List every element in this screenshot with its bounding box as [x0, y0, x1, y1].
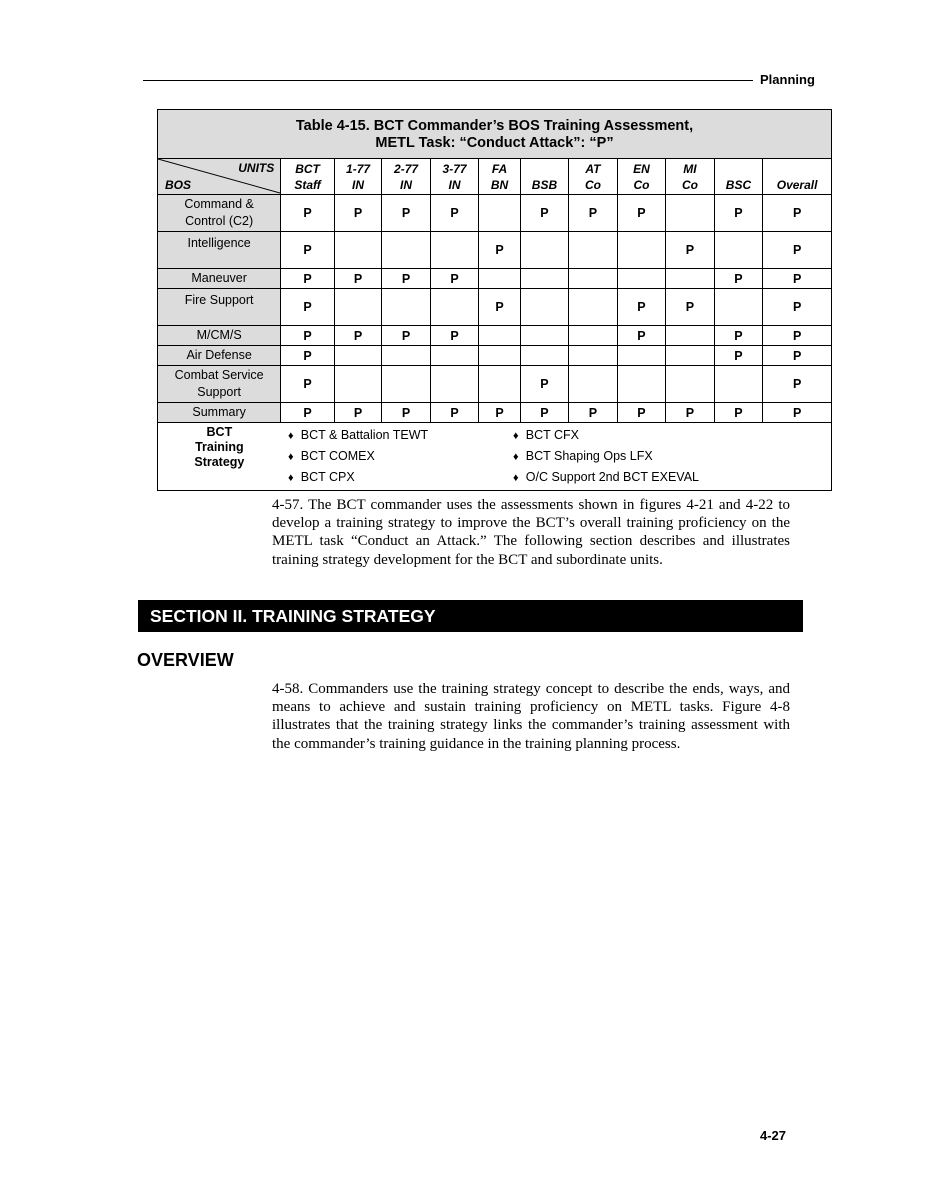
- table-body: [158, 195, 832, 491]
- column-header-line2: Co: [633, 177, 650, 192]
- rating-cell: [334, 346, 381, 366]
- rating-cell: [334, 289, 381, 326]
- rating-cell: P: [479, 289, 520, 326]
- column-header-line1: EN: [633, 161, 650, 176]
- column-header-line2: Co: [584, 177, 601, 192]
- rating-cell: [714, 289, 763, 326]
- rating-cell: P: [763, 326, 832, 346]
- rating-cell: P: [281, 326, 335, 346]
- column-header: [763, 159, 832, 195]
- table-row: [158, 269, 832, 289]
- column-header-line2: Overall: [776, 177, 818, 192]
- rating-cell: P: [617, 403, 666, 423]
- training-strategy-label-line: Training: [195, 440, 244, 454]
- table-row: [158, 232, 832, 269]
- table-row: [158, 195, 832, 232]
- column-header-line1: BCT: [295, 161, 320, 176]
- column-header-line2: Staff: [294, 177, 321, 192]
- table-row: [158, 289, 832, 326]
- rating-cell: [617, 269, 666, 289]
- rating-cell: [479, 346, 520, 366]
- corner-units-label: UNITS: [238, 161, 275, 175]
- training-strategy-row: [158, 423, 832, 491]
- bullet-diamond-icon: ♦: [512, 451, 519, 463]
- rating-cell: [666, 269, 715, 289]
- rating-cell: [569, 232, 618, 269]
- column-header: [520, 159, 569, 195]
- column-header-line2: BSB: [531, 177, 558, 192]
- row-header: [158, 232, 281, 269]
- row-header-line1: Command &: [184, 197, 254, 211]
- training-strategy-item: [506, 467, 731, 488]
- rating-cell: P: [569, 403, 618, 423]
- column-header-line2: IN: [352, 177, 365, 192]
- rating-cell: P: [520, 195, 569, 232]
- rating-cell: [430, 289, 479, 326]
- rating-cell: [666, 346, 715, 366]
- column-header: [714, 159, 763, 195]
- rating-cell: [430, 366, 479, 403]
- table-row: [158, 366, 832, 403]
- paragraph-4-58: 4-58. Commanders use the training strategy concept to describe the ends, ways, and means to achieve and sustain training proficiency on METL tasks. Figure 4-8 illustrates that the training strategy links the commander’s training assessment with the commander’s training guidance in the training planning process.: [272, 681, 790, 752]
- rating-cell: [666, 366, 715, 403]
- row-header-line1: Combat Service: [174, 368, 264, 382]
- rating-cell: P: [714, 326, 763, 346]
- column-header-line2: Co: [681, 177, 698, 192]
- rating-cell: P: [714, 269, 763, 289]
- bullet-diamond-icon: ♦: [287, 451, 294, 463]
- rating-cell: P: [281, 289, 335, 326]
- rating-cell: [520, 289, 569, 326]
- rating-cell: [617, 346, 666, 366]
- column-header-line2: IN: [448, 177, 461, 192]
- rating-cell: P: [763, 403, 832, 423]
- column-header: [666, 159, 715, 195]
- rating-cell: P: [763, 289, 832, 326]
- training-strategy-item-text: BCT CPX: [300, 470, 355, 484]
- row-header: [158, 269, 281, 289]
- rating-cell: [569, 269, 618, 289]
- column-header-line2: IN: [400, 177, 413, 192]
- training-strategy-label-line: Strategy: [194, 455, 245, 469]
- table-row: [158, 403, 832, 423]
- column-header-line1: AT: [585, 161, 601, 176]
- training-strategy-label-line: BCT: [206, 425, 233, 439]
- corner-bos-label: BOS: [165, 178, 192, 192]
- rating-cell: P: [666, 232, 715, 269]
- rating-cell: [617, 366, 666, 403]
- row-header: [158, 346, 281, 366]
- rating-cell: P: [520, 403, 569, 423]
- column-header: [479, 159, 520, 195]
- rating-cell: P: [666, 403, 715, 423]
- rating-cell: P: [763, 269, 832, 289]
- bullet-diamond-icon: ♦: [287, 430, 294, 442]
- rating-cell: [666, 195, 715, 232]
- row-header-line1: Summary: [192, 405, 246, 419]
- rating-cell: P: [617, 195, 666, 232]
- rating-cell: [569, 366, 618, 403]
- rating-cell: [382, 346, 431, 366]
- rating-cell: [666, 326, 715, 346]
- rating-cell: [334, 366, 381, 403]
- row-header-line1: Fire Support: [184, 293, 254, 307]
- rating-cell: P: [281, 366, 335, 403]
- rating-cell: P: [430, 326, 479, 346]
- row-header: [158, 289, 281, 326]
- row-header: [158, 403, 281, 423]
- rating-cell: P: [281, 346, 335, 366]
- training-strategy-list: [281, 423, 832, 491]
- rating-cell: [479, 195, 520, 232]
- rating-cell: P: [479, 403, 520, 423]
- rating-cell: [520, 232, 569, 269]
- rating-cell: [479, 326, 520, 346]
- page-number: 4-27: [760, 1128, 787, 1143]
- corner-header: [158, 159, 281, 195]
- column-header: [617, 159, 666, 195]
- rating-cell: [479, 366, 520, 403]
- rating-cell: P: [281, 269, 335, 289]
- rating-cell: [382, 232, 431, 269]
- row-header: [158, 366, 281, 403]
- rating-cell: P: [569, 195, 618, 232]
- rating-cell: [334, 232, 381, 269]
- bos-assessment-table: [157, 109, 832, 491]
- rating-cell: [430, 346, 479, 366]
- row-header-line1: Air Defense: [186, 348, 252, 362]
- rating-cell: P: [666, 289, 715, 326]
- column-header-line1: [763, 161, 831, 177]
- rating-cell: P: [763, 346, 832, 366]
- training-strategy-item: [281, 446, 506, 467]
- column-header-line1: FA: [491, 161, 508, 176]
- rating-cell: [617, 232, 666, 269]
- rating-cell: P: [763, 232, 832, 269]
- rating-cell: P: [430, 403, 479, 423]
- training-strategy-item-text: BCT & Battalion TEWT: [300, 428, 429, 442]
- overview-heading: OVERVIEW: [137, 650, 234, 670]
- training-strategy-grid: [281, 425, 831, 488]
- rating-cell: P: [763, 195, 832, 232]
- training-strategy-item-text: BCT Shaping Ops LFX: [525, 449, 653, 463]
- column-header: [334, 159, 381, 195]
- rating-cell: P: [714, 346, 763, 366]
- rating-cell: [520, 269, 569, 289]
- rating-cell: P: [382, 403, 431, 423]
- running-header: Planning: [760, 72, 815, 87]
- rating-cell: [520, 326, 569, 346]
- rating-cell: P: [479, 232, 520, 269]
- rating-cell: P: [382, 269, 431, 289]
- column-header: [569, 159, 618, 195]
- column-header-line1: 2-77: [394, 161, 419, 176]
- training-strategy-item: [281, 467, 506, 488]
- training-strategy-item-text: BCT CFX: [525, 428, 580, 442]
- row-header: [158, 195, 281, 232]
- column-header-line1: MI: [683, 161, 697, 176]
- column-header: [430, 159, 479, 195]
- column-header-line1: 1-77: [346, 161, 371, 176]
- rating-cell: [520, 346, 569, 366]
- column-header-row: [158, 159, 832, 195]
- rating-cell: P: [617, 289, 666, 326]
- training-strategy-item-text: BCT COMEX: [300, 449, 375, 463]
- rating-cell: [430, 232, 479, 269]
- column-header-line1: [715, 161, 763, 177]
- rating-cell: [382, 366, 431, 403]
- column-header-line1: 3-77: [442, 161, 467, 176]
- table-title-line1: Table 4-15. BCT Commander’s BOS Training Assessment,: [295, 118, 694, 134]
- rating-cell: P: [334, 403, 381, 423]
- row-header-line1: Maneuver: [191, 271, 247, 285]
- rating-cell: P: [714, 195, 763, 232]
- rating-cell: [569, 346, 618, 366]
- table-title-line2: METL Task: “Conduct Attack”: “P”: [375, 135, 614, 151]
- rating-cell: P: [334, 195, 381, 232]
- training-strategy-item: [506, 446, 731, 467]
- rating-cell: [714, 232, 763, 269]
- rating-cell: [479, 269, 520, 289]
- rating-cell: P: [281, 232, 335, 269]
- bos-assessment-table-wrapper: [157, 109, 832, 491]
- column-header-line2: BSC: [725, 177, 752, 192]
- row-header-line2: Support: [197, 385, 242, 399]
- table-title: [158, 110, 832, 159]
- row-header-line1: M/CM/S: [196, 328, 242, 342]
- rating-cell: P: [430, 269, 479, 289]
- table-row: [158, 346, 832, 366]
- rating-cell: [714, 366, 763, 403]
- rating-cell: P: [430, 195, 479, 232]
- bullet-diamond-icon: ♦: [287, 472, 294, 484]
- training-strategy-item: [281, 425, 506, 446]
- row-header: [158, 326, 281, 346]
- row-header-line1: Intelligence: [187, 236, 251, 250]
- table-row: [158, 326, 832, 346]
- rating-cell: P: [714, 403, 763, 423]
- section-heading-bar: SECTION II. TRAINING STRATEGY: [138, 600, 803, 632]
- rating-cell: P: [281, 403, 335, 423]
- training-strategy-item-text: O/C Support 2nd BCT EXEVAL: [525, 470, 700, 484]
- rating-cell: P: [334, 269, 381, 289]
- rating-cell: P: [281, 195, 335, 232]
- bullet-diamond-icon: ♦: [512, 430, 519, 442]
- rating-cell: P: [382, 326, 431, 346]
- row-header-line2: Control (C2): [185, 214, 254, 228]
- column-header: [382, 159, 431, 195]
- rating-cell: [382, 289, 431, 326]
- column-header-line1: [521, 161, 569, 177]
- training-strategy-label: [158, 423, 281, 491]
- rating-cell: [569, 289, 618, 326]
- paragraph-4-57: 4-57. The BCT commander uses the assessments shown in figures 4-21 and 4-22 to develop a training strategy to improve the BCT’s overall training proficiency on the METL task “Conduct an Attack.” The following section describes and illustrates training strategy development for the BCT and subordinate units.: [272, 497, 790, 568]
- training-strategy-column: [506, 425, 731, 488]
- rating-cell: P: [520, 366, 569, 403]
- rating-cell: P: [763, 366, 832, 403]
- rating-cell: P: [617, 326, 666, 346]
- rating-cell: P: [382, 195, 431, 232]
- column-header-line2: BN: [490, 177, 509, 192]
- training-strategy-item: [506, 425, 731, 446]
- column-header: [281, 159, 335, 195]
- header-rule: [143, 80, 753, 81]
- training-strategy-column: [281, 425, 506, 488]
- rating-cell: P: [334, 326, 381, 346]
- bullet-diamond-icon: ♦: [512, 472, 519, 484]
- rating-cell: [569, 326, 618, 346]
